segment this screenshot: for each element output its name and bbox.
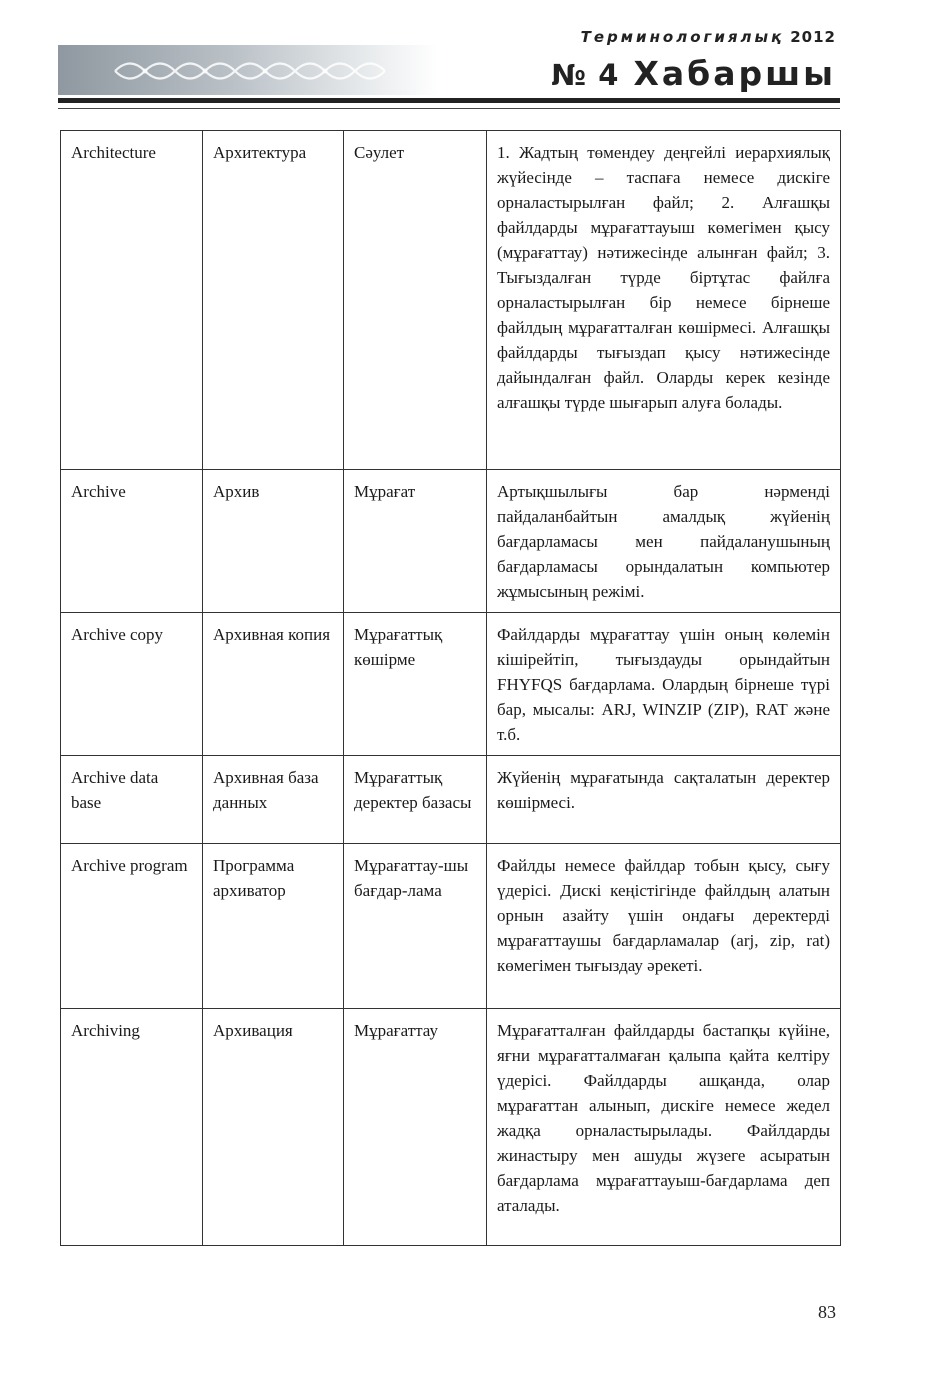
term-kazakh: Мұрағаттық көшірме xyxy=(344,613,487,756)
term-kazakh: Мұрағаттау-шы бағдар-лама xyxy=(344,844,487,1009)
term-kazakh: Сәулет xyxy=(344,131,487,470)
term-definition: Артықшылығы бар нәрменді пайдаланбайтын амалдық жүйенің бағдарламасы мен пайдаланушының бағдарламасы орындалатын компьютер жұмысының режімі. xyxy=(487,470,841,613)
journal-year: 2012 xyxy=(790,28,836,46)
ornament-icon xyxy=(110,52,410,90)
term-russian: Программа архиватор xyxy=(203,844,344,1009)
journal-name xyxy=(581,28,836,46)
glossary-table xyxy=(60,130,841,1246)
term-english: Architecture xyxy=(61,131,203,470)
issue-label: № 4 xyxy=(551,58,620,92)
term-english: Archive data base xyxy=(61,756,203,844)
table-row xyxy=(61,756,841,844)
term-kazakh: Мұрағаттық деректер базасы xyxy=(344,756,487,844)
issue-heading xyxy=(551,54,836,93)
journal-name-text: Терминологиялық xyxy=(580,28,785,46)
table-row xyxy=(61,470,841,613)
term-kazakh: Мұрағаттау xyxy=(344,1009,487,1246)
table-row xyxy=(61,1009,841,1246)
term-english: Archive copy xyxy=(61,613,203,756)
term-english: Archiving xyxy=(61,1009,203,1246)
term-russian: Архивная база данных xyxy=(203,756,344,844)
table-row xyxy=(61,844,841,1009)
term-definition: Файлдарды мұрағаттау үшін оның көлемін кішірейтіп, тығыздауды орындайтын FHYFQS бағдарлама. Олардың бірнеше түрі бар, мысалы: ARJ, WINZIP (ZIP), RAT және т.б. xyxy=(487,613,841,756)
term-russian: Архитектура xyxy=(203,131,344,470)
table-row xyxy=(61,613,841,756)
term-definition: Мұрағатталған файлдарды бастапқы күйіне, яғни мұрағатталмаған қалыпа қайта келтіру үдерісі. Файлдарды ашқанда, олар мұрағаттан алынып, дискіге немесе жедел жадқа орналастырылады. Файлдарды жинастыру мен ашуды жүзеге асыратын бағдарлама мұрағаттауыш-бағдарлама деп аталады. xyxy=(487,1009,841,1246)
term-english: Archive xyxy=(61,470,203,613)
term-english: Archive program xyxy=(61,844,203,1009)
page-number: 83 xyxy=(818,1302,836,1322)
table-row xyxy=(61,131,841,470)
term-russian: Архив xyxy=(203,470,344,613)
term-definition: Файлды немесе файлдар тобын қысу, сығу үдерісі. Дискі кеңістігінде файлдың алатын орнын азайту үшін ондағы деректерді мұрағаттаушы бағдарламалар (arj, zip, rat) көмегімен тығыздау әрекеті. xyxy=(487,844,841,1009)
journal-title: Хабаршы xyxy=(633,54,836,93)
term-russian: Архивная копия xyxy=(203,613,344,756)
term-kazakh: Мұрағат xyxy=(344,470,487,613)
term-russian: Архивация xyxy=(203,1009,344,1246)
header-rule-thick xyxy=(58,98,840,103)
term-definition: 1. Жадтың төмендеу деңгейлі иерархиялық жүйесінде – таспаға немесе дискіге орналастырылған файл; 2. Алғашқы файлдарды мұрағаттауыш көмегімен қысу (мұрағаттау) нәтижесінде алынған файл; 3. Тығыздалған түрде біртұтас файлға орналастырылған бір немесе бірнеше файлдың мұрағатталған көшірмесі. Алғашқы файлдарды тығыздап қысу нәтижесінде дайындалған файл. Оларды керек кезінде алғашқы түрде шығарып алуға болады. xyxy=(487,131,841,470)
header-rule-thin xyxy=(58,108,840,109)
term-definition: Жүйенің мұрағатында сақталатын деректер көшірмесі. xyxy=(487,756,841,844)
